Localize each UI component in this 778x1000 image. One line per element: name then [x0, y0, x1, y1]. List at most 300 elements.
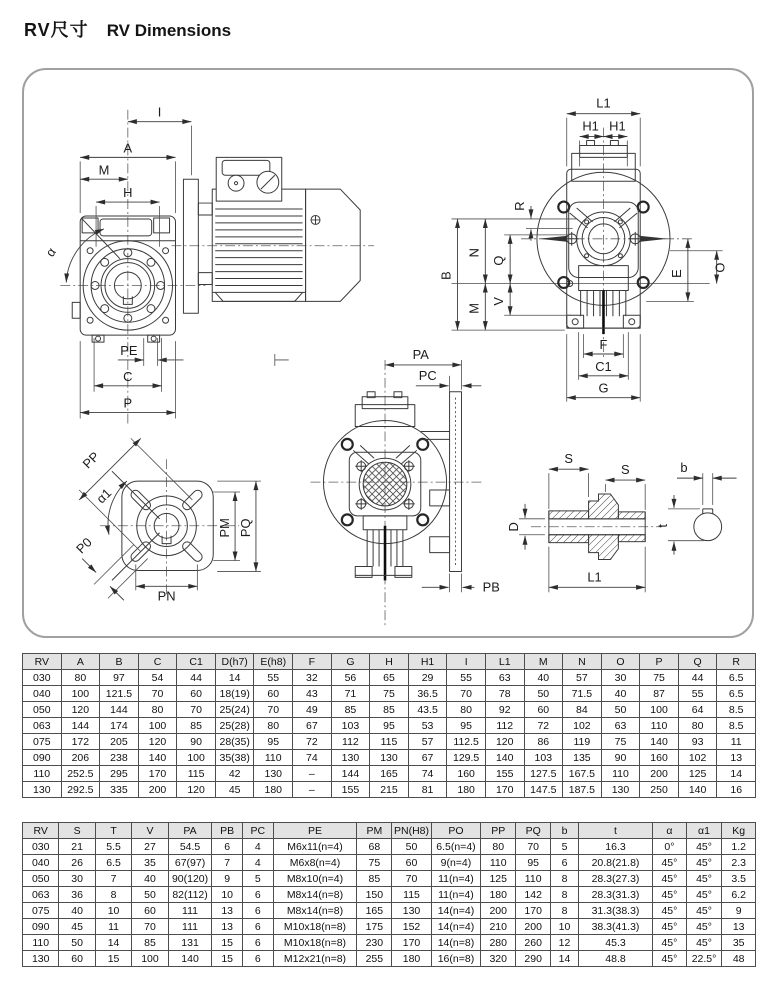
table-cell: 11 — [95, 919, 131, 935]
table-row — [23, 750, 756, 766]
table-cell: 187.5 — [563, 782, 602, 798]
table-cell: 9(n=4) — [431, 855, 481, 871]
table-cell: 45 — [59, 919, 95, 935]
page-title — [24, 16, 231, 42]
column-header: PE — [273, 823, 357, 839]
column-header: G — [331, 654, 370, 670]
table-cell: 260 — [516, 935, 551, 951]
table-cell: 44 — [177, 670, 216, 686]
table-cell: 140 — [168, 951, 212, 967]
table-cell: 8 — [551, 887, 579, 903]
table-cell: 100 — [132, 951, 168, 967]
table-cell: 45.3 — [578, 935, 652, 951]
dim-label-h: H — [123, 185, 133, 201]
table-cell: 6 — [242, 951, 273, 967]
table-cell: 75 — [640, 670, 679, 686]
table-cell: 85 — [357, 871, 392, 887]
dim-label-s-right: S — [621, 462, 630, 478]
table-cell: 8.5 — [717, 702, 756, 718]
table-cell: 45° — [686, 919, 722, 935]
table-cell: 8 — [551, 903, 579, 919]
table-cell: 1.2 — [722, 839, 756, 855]
dim-label-pb: PB — [482, 579, 500, 595]
table-cell: 110 — [516, 871, 551, 887]
table-cell: 70 — [132, 919, 168, 935]
page-title-en: RV Dimensions — [106, 21, 232, 40]
table-cell: 14(n=4) — [431, 919, 481, 935]
table-cell: 140 — [678, 782, 717, 798]
table-cell: 111 — [168, 903, 212, 919]
table-cell: 90(120) — [168, 871, 212, 887]
table-cell: M6x11(n=4) — [273, 839, 357, 855]
column-header: C1 — [177, 654, 216, 670]
table-cell: 40 — [601, 686, 640, 702]
column-header: S — [59, 823, 95, 839]
dim-label-e: E — [668, 269, 684, 278]
table-cell: 110 — [640, 718, 679, 734]
table-cell: 8 — [551, 871, 579, 887]
table-cell: 75 — [357, 855, 392, 871]
table-cell: 45 — [215, 782, 254, 798]
table-cell: 54 — [138, 670, 177, 686]
table-cell: 45° — [686, 855, 722, 871]
table-cell: 6 — [212, 839, 243, 855]
table-cell: 206 — [61, 750, 100, 766]
table-row — [23, 718, 756, 734]
table-cell: 10 — [95, 903, 131, 919]
table-cell: 67(97) — [168, 855, 212, 871]
column-header: P — [640, 654, 679, 670]
table-cell: 60 — [177, 686, 216, 702]
table-cell: 55 — [447, 670, 486, 686]
table-cell: 25(24) — [215, 702, 254, 718]
table-cell: 60 — [59, 951, 95, 967]
table-cell: 10 — [551, 919, 579, 935]
table-cell: 75 — [370, 686, 409, 702]
table-cell: 14 — [717, 766, 756, 782]
table-cell: 50 — [524, 686, 563, 702]
dim-label-s-left: S — [564, 451, 574, 467]
table-cell: 14 — [95, 935, 131, 951]
column-header: α1 — [686, 823, 722, 839]
table-cell: 28(35) — [215, 734, 254, 750]
table-cell: 14 — [551, 951, 579, 967]
table-cell: 140 — [138, 750, 177, 766]
table-cell: 36.5 — [408, 686, 447, 702]
table-cell: 120 — [485, 734, 524, 750]
table-cell: 135 — [563, 750, 602, 766]
table-cell: 100 — [61, 686, 100, 702]
column-header: PC — [242, 823, 273, 839]
table-cell: 45° — [686, 903, 722, 919]
table-cell: 31.3(38.3) — [578, 903, 652, 919]
table-cell: 71.5 — [563, 686, 602, 702]
table-cell: 7 — [95, 871, 131, 887]
table-cell: M8x10(n=4) — [273, 871, 357, 887]
table-cell: 115 — [392, 887, 431, 903]
table-cell: 27 — [132, 839, 168, 855]
table-cell: 13 — [722, 919, 756, 935]
table-cell: 215 — [370, 782, 409, 798]
table-cell: 2.3 — [722, 855, 756, 871]
column-header: I — [447, 654, 486, 670]
dim-label-f: F — [599, 337, 608, 353]
table-cell: 125 — [678, 766, 717, 782]
table-cell: 4 — [242, 839, 273, 855]
table-cell: 14(n=8) — [431, 935, 481, 951]
table-cell: 60 — [132, 903, 168, 919]
table-cell: 65 — [370, 670, 409, 686]
table-cell: 32 — [293, 670, 332, 686]
table-cell: 280 — [481, 935, 516, 951]
table-cell: 174 — [100, 718, 139, 734]
table-row — [23, 919, 756, 935]
table-cell: 110 — [254, 750, 293, 766]
column-header: PM — [357, 823, 392, 839]
table-row — [23, 839, 756, 855]
table-row — [23, 855, 756, 871]
column-header: Kg — [722, 823, 756, 839]
table-cell: M10x18(n=8) — [273, 935, 357, 951]
table-cell: 200 — [138, 782, 177, 798]
column-header: RV — [23, 654, 62, 670]
column-header: RV — [23, 823, 59, 839]
column-header: T — [95, 823, 131, 839]
table-cell: 9 — [212, 871, 243, 887]
table-cell: 75 — [601, 734, 640, 750]
column-header: B — [100, 654, 139, 670]
table-cell: 180 — [481, 887, 516, 903]
table-cell: 78 — [485, 686, 524, 702]
table-cell: 180 — [392, 951, 431, 967]
column-header: R — [717, 654, 756, 670]
table-cell: 175 — [357, 919, 392, 935]
table-cell: 14 — [215, 670, 254, 686]
table-cell: 13 — [212, 919, 243, 935]
table-cell: 40 — [132, 871, 168, 887]
table-cell: 35 — [722, 935, 756, 951]
table-cell: 60 — [254, 686, 293, 702]
table-cell: 6.5(n=4) — [431, 839, 481, 855]
table-cell: 35 — [132, 855, 168, 871]
table-cell: 140 — [485, 750, 524, 766]
dim-label-p0: P0 — [73, 534, 95, 557]
table-cell: 6 — [242, 903, 273, 919]
row-header: 030 — [23, 839, 59, 855]
table-cell: 165 — [357, 903, 392, 919]
table-cell: 16(n=8) — [431, 951, 481, 967]
table-cell: 6.5 — [717, 686, 756, 702]
table-cell: 84 — [563, 702, 602, 718]
column-header: α — [653, 823, 687, 839]
table-cell: 5.5 — [95, 839, 131, 855]
table-cell: 11(n=4) — [431, 887, 481, 903]
table-cell: 14(n=4) — [431, 903, 481, 919]
table-cell: M8x14(n=8) — [273, 903, 357, 919]
table-cell: 85 — [331, 702, 370, 718]
table-cell: 49 — [293, 702, 332, 718]
table-cell: 80 — [61, 670, 100, 686]
table-cell: 119 — [563, 734, 602, 750]
table-cell: 53 — [408, 718, 447, 734]
table-cell: 230 — [357, 935, 392, 951]
table-cell: 38.3(41.3) — [578, 919, 652, 935]
table-cell: 45° — [653, 951, 687, 967]
table-row — [23, 903, 756, 919]
column-header: D(h7) — [215, 654, 254, 670]
table-cell: 12 — [551, 935, 579, 951]
table-cell: 70 — [392, 871, 431, 887]
table-cell: 30 — [601, 670, 640, 686]
dim-label-g: G — [598, 380, 609, 396]
table-cell: 142 — [516, 887, 551, 903]
table-cell: 112.5 — [447, 734, 486, 750]
table-cell: 6 — [242, 919, 273, 935]
table-cell: 16 — [717, 782, 756, 798]
table-cell: – — [293, 766, 332, 782]
column-header: F — [293, 654, 332, 670]
table-cell: 97 — [100, 670, 139, 686]
table-cell: 131 — [168, 935, 212, 951]
column-header: Q — [678, 654, 717, 670]
table-cell: 100 — [138, 718, 177, 734]
table-cell: 160 — [447, 766, 486, 782]
table-cell: 103 — [524, 750, 563, 766]
dim-label-pa: PA — [412, 346, 429, 362]
row-header: 040 — [23, 686, 62, 702]
table-cell: 155 — [331, 782, 370, 798]
table-cell: 200 — [516, 919, 551, 935]
row-header: 110 — [23, 766, 62, 782]
table-cell: 100 — [177, 750, 216, 766]
table-cell: 29 — [408, 670, 447, 686]
output-flange-drawing — [73, 438, 261, 603]
table-cell: 165 — [370, 766, 409, 782]
table-cell: 45° — [653, 871, 687, 887]
table-cell: 155 — [485, 766, 524, 782]
drawing-panel — [22, 68, 754, 638]
dim-label-c: C — [123, 368, 133, 384]
column-header: PA — [168, 823, 212, 839]
table-cell: 50 — [132, 887, 168, 903]
row-header: 063 — [23, 887, 59, 903]
column-header: H — [370, 654, 409, 670]
table-cell: 111 — [168, 919, 212, 935]
column-header: H1 — [408, 654, 447, 670]
table-cell: 45° — [653, 855, 687, 871]
table-cell: 147.5 — [524, 782, 563, 798]
table-cell: 4 — [242, 855, 273, 871]
table-cell: 35(38) — [215, 750, 254, 766]
table-cell: 80 — [678, 718, 717, 734]
table-cell: 13 — [717, 750, 756, 766]
table-cell: 6 — [242, 935, 273, 951]
table-cell: 9 — [722, 903, 756, 919]
column-header: PB — [212, 823, 243, 839]
table-cell: 93 — [678, 734, 717, 750]
table-header-row — [23, 823, 756, 839]
table-cell: 335 — [100, 782, 139, 798]
table-cell: 30 — [59, 871, 95, 887]
dim-label-alpha1: α1 — [93, 485, 115, 507]
table-cell: 80 — [481, 839, 516, 855]
table-cell: 54.5 — [168, 839, 212, 855]
dim-label-alpha: α — [42, 244, 59, 260]
table-cell: 150 — [357, 887, 392, 903]
table-cell: 25(28) — [215, 718, 254, 734]
dim-label-pm: PM — [217, 518, 233, 538]
table-cell: 13 — [212, 903, 243, 919]
table-cell: 320 — [481, 951, 516, 967]
table-cell: 130 — [254, 766, 293, 782]
table-cell: 125 — [481, 871, 516, 887]
row-header: 075 — [23, 734, 62, 750]
table-cell: 85 — [132, 935, 168, 951]
table-cell: 86 — [524, 734, 563, 750]
table-cell: 60 — [524, 702, 563, 718]
dim-label-m: M — [98, 162, 110, 178]
table-cell: 140 — [640, 734, 679, 750]
table-cell: 144 — [100, 702, 139, 718]
table-cell: 167.5 — [563, 766, 602, 782]
table-cell: 70 — [447, 686, 486, 702]
table-cell: 121.5 — [100, 686, 139, 702]
dim-label-q: Q — [491, 255, 507, 266]
table-cell: 70 — [177, 702, 216, 718]
table-row — [23, 871, 756, 887]
column-header: A — [61, 654, 100, 670]
dim-label-d: D — [506, 522, 522, 532]
column-header: V — [132, 823, 168, 839]
column-header: PN(H8) — [392, 823, 431, 839]
row-header: 130 — [23, 951, 59, 967]
table-cell: 18(19) — [215, 686, 254, 702]
table-cell: 50 — [392, 839, 431, 855]
dim-label-b: B — [438, 271, 454, 280]
table-cell: 45° — [686, 887, 722, 903]
table-cell: 130 — [392, 903, 431, 919]
dim-label-b2: b — [680, 460, 688, 476]
table-cell: 70 — [138, 686, 177, 702]
table-cell: 255 — [357, 951, 392, 967]
table-cell: 110 — [601, 766, 640, 782]
table-row — [23, 702, 756, 718]
table-cell: 60 — [392, 855, 431, 871]
rv-mounting-table — [22, 822, 756, 967]
table-cell: 22.5° — [686, 951, 722, 967]
technical-drawings — [24, 70, 752, 636]
table-header-row — [23, 654, 756, 670]
row-header: 110 — [23, 935, 59, 951]
table-cell: 102 — [678, 750, 717, 766]
shaft-detail-drawing — [506, 451, 736, 592]
table-row — [23, 782, 756, 798]
column-header: E(h8) — [254, 654, 293, 670]
table-row — [23, 686, 756, 702]
table-cell: 63 — [485, 670, 524, 686]
row-header: 090 — [23, 919, 59, 935]
dim-label-a: A — [123, 140, 133, 156]
table-cell: 238 — [100, 750, 139, 766]
dim-label-r: R — [512, 201, 528, 211]
table-cell: 170 — [485, 782, 524, 798]
table-cell: 92 — [485, 702, 524, 718]
row-header: 030 — [23, 670, 62, 686]
table-cell: 15 — [212, 935, 243, 951]
table-cell: 85 — [370, 702, 409, 718]
table-cell: 71 — [331, 686, 370, 702]
dim-label-pe: PE — [120, 342, 138, 358]
table-cell: 95 — [370, 718, 409, 734]
table-cell: 90 — [601, 750, 640, 766]
table-cell: 8 — [95, 887, 131, 903]
row-header: 063 — [23, 718, 62, 734]
row-header: 050 — [23, 871, 59, 887]
table-cell: 6.2 — [722, 887, 756, 903]
table-cell: 200 — [481, 903, 516, 919]
row-header: 130 — [23, 782, 62, 798]
table-cell: 70 — [516, 839, 551, 855]
table-cell: 200 — [640, 766, 679, 782]
table-cell: 45° — [686, 935, 722, 951]
table-cell: 57 — [408, 734, 447, 750]
table-cell: 3.5 — [722, 871, 756, 887]
column-header: PP — [481, 823, 516, 839]
row-header: 050 — [23, 702, 62, 718]
table-cell: 290 — [516, 951, 551, 967]
table-cell: 63 — [601, 718, 640, 734]
table-cell: 80 — [138, 702, 177, 718]
dim-label-o: O — [712, 262, 728, 273]
table-cell: 292.5 — [61, 782, 100, 798]
front-view-drawing — [42, 105, 374, 426]
table-cell: 42 — [215, 766, 254, 782]
table-cell: 102 — [563, 718, 602, 734]
table-cell: 26 — [59, 855, 95, 871]
table-cell: 68 — [357, 839, 392, 855]
table-cell: 144 — [61, 718, 100, 734]
table-cell: 45° — [653, 887, 687, 903]
table-cell: 50 — [601, 702, 640, 718]
column-header: M — [524, 654, 563, 670]
page-title-zh: RV尺寸 — [24, 20, 89, 40]
table-cell: M10x18(n=8) — [273, 919, 357, 935]
table-cell: 250 — [640, 782, 679, 798]
table-cell: 28.3(27.3) — [578, 871, 652, 887]
table-cell: 110 — [481, 855, 516, 871]
column-header: PO — [431, 823, 481, 839]
table-cell: 57 — [563, 670, 602, 686]
table-cell: 45° — [686, 871, 722, 887]
table-cell: 45° — [653, 935, 687, 951]
dim-label-pc: PC — [418, 367, 437, 383]
dim-label-n: N — [466, 248, 482, 258]
table-cell: 100 — [640, 702, 679, 718]
table-cell: 172 — [61, 734, 100, 750]
table-cell: 50 — [59, 935, 95, 951]
table-row — [23, 887, 756, 903]
table-cell: 45° — [653, 903, 687, 919]
column-header: PQ — [516, 823, 551, 839]
table-cell: 95 — [516, 855, 551, 871]
table-cell: 15 — [212, 951, 243, 967]
table-row — [23, 951, 756, 967]
table-cell: 0° — [653, 839, 687, 855]
table-cell: 44 — [678, 670, 717, 686]
dim-label-h1-right: H1 — [609, 118, 626, 134]
table-cell: 95 — [254, 734, 293, 750]
column-header: C — [138, 654, 177, 670]
